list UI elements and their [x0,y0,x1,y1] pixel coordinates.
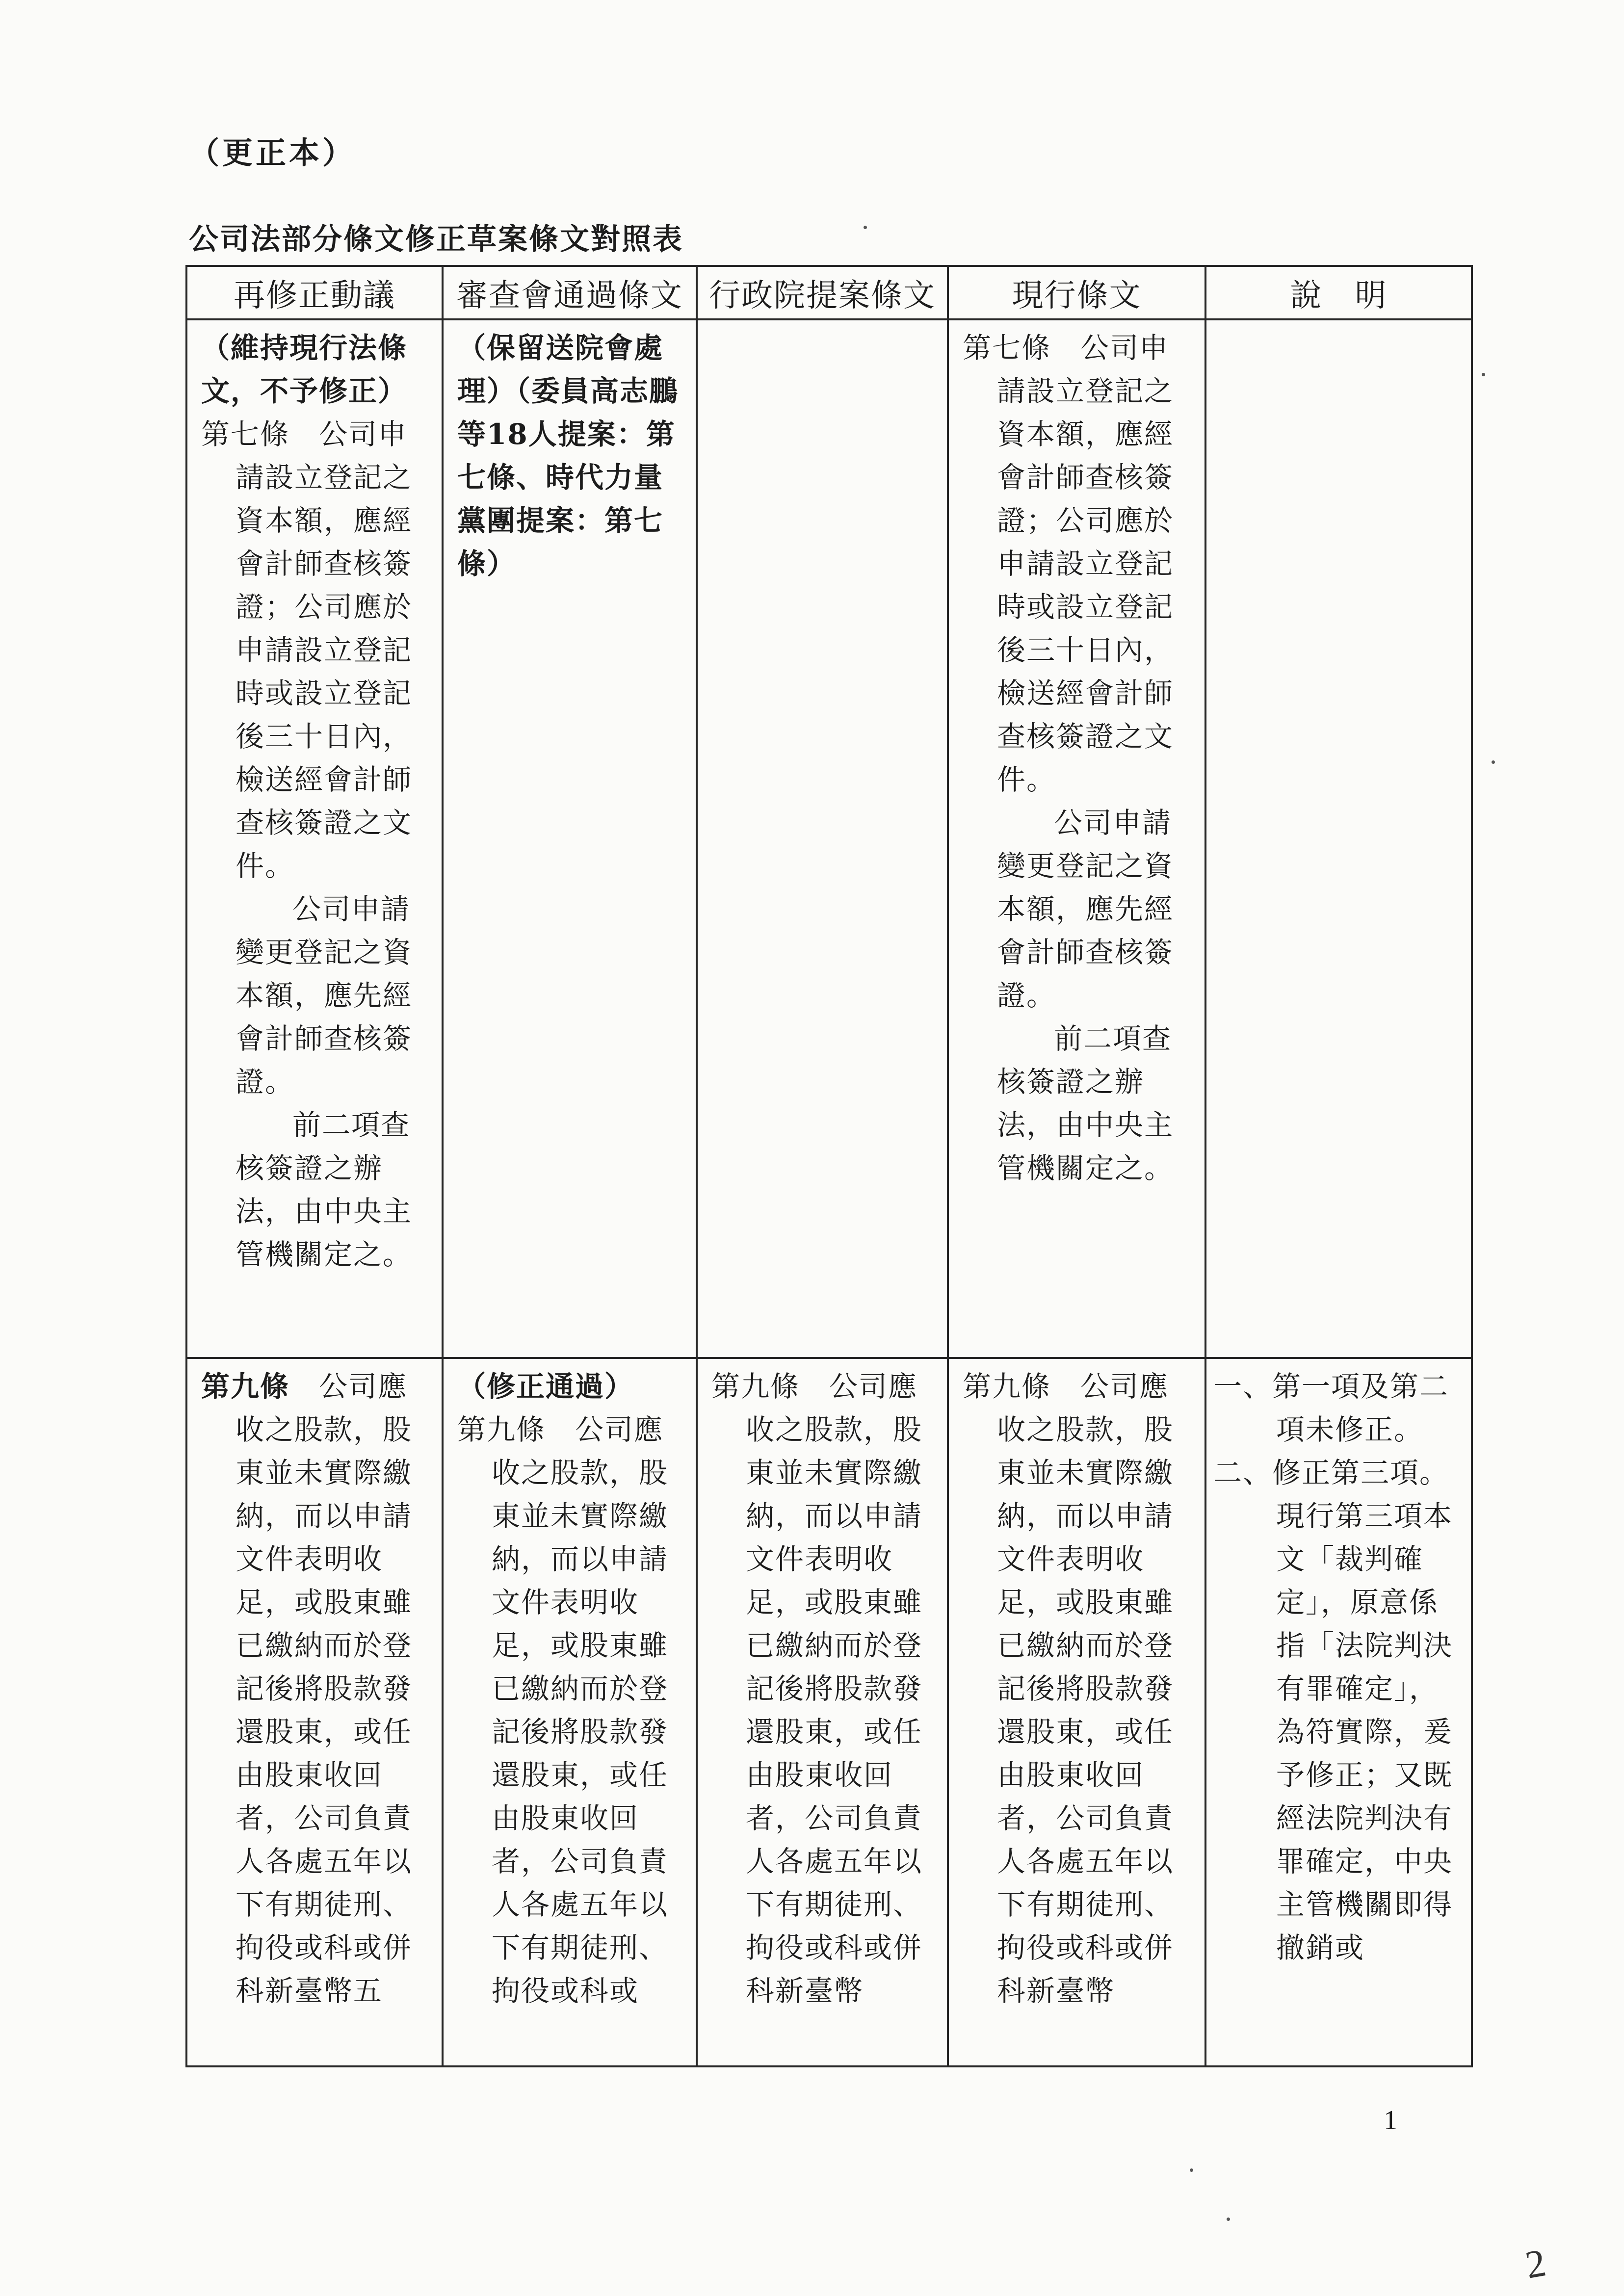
scan-speck [1190,2168,1193,2172]
item-text: 修正第三項。現行第三項本文「裁判確定」，原意係指「法院判決有罪確定」，為符實際，爰予修正；又既經法院判決有罪確定，中央主管機關即得撤銷或 [1272,1456,1453,1964]
comparison-table [185,265,1473,2067]
header-committee-approved: 審查會通過條文 [443,266,697,319]
reserve-note: （保留送院會處理）（委員高志鵬等18人提案：第七條、時代力量黨團提案：第七條） [457,331,679,580]
cell-re-amendment-article-7 [186,319,443,1358]
header-current-provision: 現行條文 [948,266,1205,319]
article-9-text: 公司應收之股款，股東並未實際繳納，而以申請文件表明收足，或股東雖已繳納而於登記後將股款發還股東，或任由股東收回者，公司負責人各處五年以下有期徒刑、拘役或科或併科新臺幣五 [236,1370,413,2008]
cell-explanation-article-9 [1205,1358,1472,2066]
executive-article-9-text: 第九條 公司應收之股款，股東並未實際繳納，而以申請文件表明收足，或股東雖已繳納而於登記後將股款發還股東，或任由股東收回者，公司負責人各處五年以下有期徒刑、拘役或科或併科新臺幣 [711,1370,923,2008]
table-header-row [186,266,1472,319]
item-marker: 一、 [1213,1370,1273,1403]
scan-speck [1492,760,1495,764]
correction-label: （更正本） [189,135,356,171]
header-explanation: 說 明 [1205,266,1472,319]
table-row [186,319,1472,1358]
cell-executive-article-7 [697,319,948,1358]
table-row [186,1358,1472,2066]
item-text: 第一項及第二項未修正。 [1272,1370,1449,1446]
article-7-paragraph-3: 前二項查核簽證之辦法，由中央主管機關定之。 [236,1108,413,1271]
explanation-item-1 [1213,1365,1467,1451]
scan-speck [1227,2218,1230,2221]
document-title: 公司法部分條文修正草案條文對照表 [189,222,683,257]
explanation-item-2 [1213,1451,1467,1969]
cell-current-article-7 [948,319,1205,1358]
handwritten-page-mark: 2 [1522,2241,1549,2287]
cell-committee-article-7 [443,319,697,1358]
cell-re-amendment-article-9 [186,1358,443,2066]
header-re-amendment-motion: 再修正動議 [186,266,443,319]
item-marker: 二、 [1213,1456,1273,1489]
current-article-9-text: 第九條 公司應收之股款，股東並未實際繳納，而以申請文件表明收足，或股東雖已繳納而於登記後將股款發還股東，或任由股東收回者，公司負責人各處五年以下有期徒刑、拘役或科或併科新臺幣 [963,1370,1174,2008]
header-executive-yuan-proposal: 行政院提案條文 [697,266,948,319]
article-9-heading: 第九條 [201,1370,290,1403]
amended-passed-note: （修正通過） [457,1370,634,1403]
article-7-paragraph-2: 公司申請變更登記之資本額，應先經會計師查核簽證。 [236,892,413,1098]
retain-note: （維持現行法條文，不予修正） [201,331,408,408]
current-article-7-paragraph-3: 前二項查核簽證之辦法，由中央主管機關定之。 [997,1022,1174,1185]
article-7-paragraph-1: 第七條 公司申請設立登記之資本額，應經會計師查核簽證；公司應於申請設立登記時或設立登記後三十日內，檢送經會計師查核簽證之文件。 [201,417,413,883]
cell-current-article-9 [948,1358,1205,2066]
current-article-7-paragraph-1: 第七條 公司申請設立登記之資本額，應經會計師查核簽證；公司應於申請設立登記時或設立登記後三十日內，檢送經會計師查核簽證之文件。 [963,331,1174,796]
cell-committee-article-9 [443,1358,697,2066]
scan-speck [864,226,867,229]
current-article-7-paragraph-2: 公司申請變更登記之資本額，應先經會計師查核簽證。 [997,806,1174,1012]
scan-speck [1482,373,1485,376]
cell-executive-article-9 [697,1358,948,2066]
page-number: 1 [1384,2105,1397,2136]
committee-article-9-text: 第九條 公司應收之股款，股東並未實際繳納，而以申請文件表明收足，或股東雖已繳納而於登記後將股款發還股東，或任由股東收回者，公司負責人各處五年以下有期徒刑、拘役或科或 [457,1413,669,2008]
cell-explanation-article-7 [1205,319,1472,1358]
